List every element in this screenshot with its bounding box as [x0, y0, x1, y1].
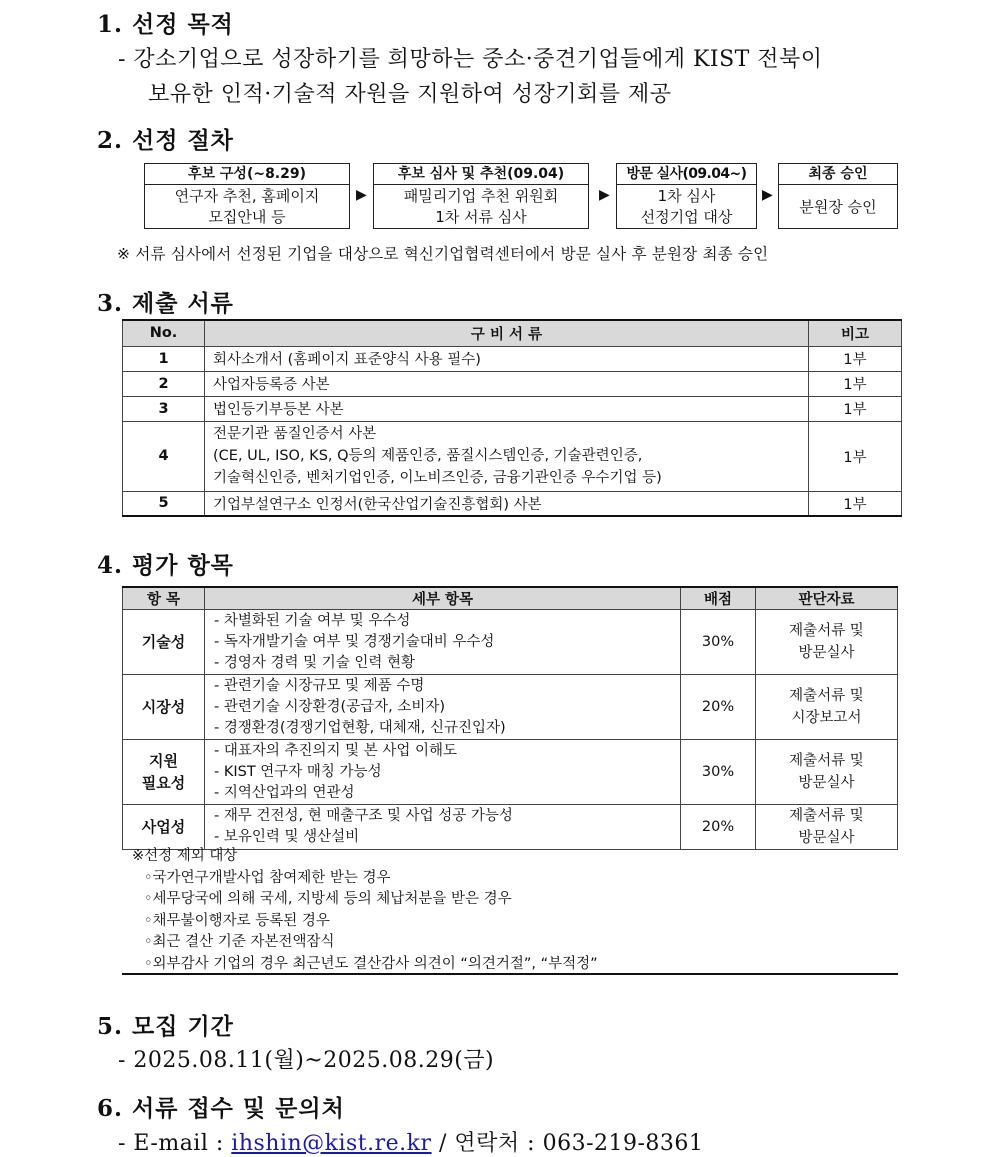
doc-note: 1부: [809, 371, 902, 396]
eval-material-line: 제출서류 및: [789, 808, 864, 824]
exclusion-item: ◦외부감사 기업의 경우 최근년도 결산감사 의견이 “의견거절”, “부적정”: [144, 955, 598, 972]
eval-details: [205, 610, 681, 675]
selection-flow: [144, 163, 898, 229]
eval-material-line: 제출서류 및: [789, 688, 864, 704]
doc-no: 1: [123, 346, 205, 371]
header-note: 비고: [809, 320, 902, 346]
doc-no: 2: [123, 371, 205, 396]
eval-material-line: 시장보고서: [791, 710, 862, 726]
flow-step-body-line: 모집안내 등: [208, 208, 286, 226]
eval-details: [205, 805, 681, 850]
doc-note: 1부: [809, 346, 902, 371]
header-documents: 구 비 서 류: [205, 320, 809, 346]
table-header-row: [123, 320, 902, 346]
section-4-title: 4. 평가 항목: [97, 552, 234, 579]
eval-score: 20%: [681, 805, 756, 850]
table-row: [123, 371, 902, 396]
section-1-title: 1. 선정 목적: [97, 11, 234, 38]
flow-step-title: 후보 심사 및 추천(09.04): [374, 164, 588, 185]
flow-step-body-line: 1차 심사: [657, 187, 716, 205]
exclusion-item: ◦국가연구개발사업 참여제한 받는 경우: [144, 869, 391, 886]
eval-category: [123, 740, 205, 805]
email-link[interactable]: ihshin@kist.re.kr: [231, 1131, 432, 1156]
table-row: [123, 740, 898, 805]
eval-detail-line: - 관련기술 시장규모 및 제품 수명: [214, 677, 425, 694]
eval-material-line: 방문실사: [798, 645, 855, 661]
eval-material: [756, 740, 898, 805]
email-label: - E-mail :: [118, 1131, 232, 1156]
flow-step-body-line: 선정기업 대상: [640, 208, 733, 226]
eval-category: 사업성: [123, 805, 205, 850]
table-row: [123, 805, 898, 850]
section-1-text-line1: - 강소기업으로 성장하기를 희망하는 중소·중견기업들에게 KIST 전북이: [118, 47, 823, 72]
eval-material: [756, 675, 898, 740]
flow-step-body-line: 연구자 추천, 홈페이지: [174, 187, 320, 205]
eval-detail-line: - 지역산업과의 연관성: [214, 784, 355, 801]
doc-name-line: 전문기관 품질인증서 사본: [213, 426, 377, 442]
evaluation-table: [122, 586, 898, 850]
section-2-title: 2. 선정 절차: [97, 127, 234, 154]
doc-name-line: 기술혁신인증, 벤처기업인증, 이노비즈인증, 금융기관인증 우수기업 등): [213, 470, 662, 486]
section-6-title: 6. 서류 접수 및 문의처: [97, 1095, 345, 1122]
header-score: 배점: [681, 587, 756, 610]
eval-detail-line: - 보유인력 및 생산설비: [214, 829, 360, 845]
doc-note: 1부: [809, 491, 902, 516]
flow-note: ※ 서류 심사에서 선정된 기업을 대상으로 혁신기업협력센터에서 방문 실사 후 분원장 최종 승인: [117, 245, 769, 263]
eval-material-line: 제출서류 및: [789, 753, 864, 769]
flow-arrow-icon: ▶: [599, 187, 610, 203]
flow-step-title: 방문 실사(09.04~): [617, 164, 756, 185]
eval-category-line: 필요성: [141, 774, 186, 792]
table-header-row: [123, 587, 898, 610]
table-row: [123, 396, 902, 421]
doc-name-line: (CE, UL, ISO, KS, Q등의 제품인증, 품질시스템인증, 기술관련인증,: [213, 448, 643, 464]
table-row: [123, 610, 898, 675]
header-material: 판단자료: [756, 587, 898, 610]
doc-note: 1부: [809, 421, 902, 491]
flow-step-body-line: 분원장 승인: [799, 197, 877, 216]
flow-step-title: 최종 승인: [779, 164, 897, 185]
table-row: [123, 491, 902, 516]
eval-category-line: 지원: [149, 752, 178, 770]
section-3-title: 3. 제출 서류: [97, 290, 234, 317]
exclusion-list: [122, 846, 898, 975]
eval-material-line: 방문실사: [798, 830, 855, 846]
eval-score: 30%: [681, 610, 756, 675]
eval-material: [756, 805, 898, 850]
flow-step-title: 후보 구성(~8.29): [145, 164, 349, 185]
recruitment-period: - 2025.08.11(월)~2025.08.29(금): [118, 1048, 495, 1073]
doc-no: 3: [123, 396, 205, 421]
flow-step-body-line: 패밀리기업 추천 위원회: [403, 187, 559, 205]
exclusion-title: ※선정 제외 대상: [132, 848, 238, 864]
eval-details: [205, 740, 681, 805]
doc-no: 4: [123, 421, 205, 491]
section-1-text-line2: 보유한 인적·기술적 자원을 지원하여 성장기회를 제공: [148, 82, 672, 107]
contact-phone: / 연락처 : 063-219-8361: [431, 1131, 704, 1156]
eval-detail-line: - 차별화된 기술 여부 및 우수성: [214, 612, 411, 629]
documents-table: [122, 319, 902, 517]
section-5-title: 5. 모집 기간: [97, 1013, 234, 1040]
doc-name: [205, 421, 809, 491]
eval-detail-line: - 재무 건전성, 현 매출구조 및 사업 성공 가능성: [214, 808, 513, 824]
header-category: 항 목: [123, 587, 205, 610]
eval-category: 시장성: [123, 675, 205, 740]
eval-detail-line: - 독자개발기술 여부 및 경쟁기술대비 우수성: [214, 633, 495, 650]
flow-step-body: [145, 185, 349, 229]
eval-detail-line: - 관련기술 시장환경(공급자, 소비자): [214, 698, 446, 715]
flow-step-2: [373, 163, 589, 229]
doc-name: 회사소개서 (홈페이지 표준양식 사용 필수): [205, 346, 809, 371]
flow-arrow-icon: ▶: [762, 187, 773, 203]
doc-no: 5: [123, 491, 205, 516]
eval-material-line: 방문실사: [798, 775, 855, 791]
flow-step-1: [144, 163, 350, 229]
eval-detail-line: - 대표자의 추진의지 및 본 사업 이해도: [214, 742, 457, 759]
doc-name: 기업부설연구소 인정서(한국산업기술진흥협회) 사본: [205, 491, 809, 516]
contact-line: [118, 1126, 703, 1157]
eval-score: 20%: [681, 675, 756, 740]
flow-step-body-line: 1차 서류 심사: [435, 208, 527, 226]
eval-detail-line: - 경영자 경력 및 기술 인력 현황: [214, 654, 415, 671]
flow-step-body: [374, 185, 588, 229]
flow-step-body: [779, 185, 897, 229]
eval-detail-line: - KIST 연구자 매칭 가능성: [214, 763, 382, 780]
header-no: No.: [123, 320, 205, 346]
table-row: [123, 421, 902, 491]
exclusion-item: ◦채무불이행자로 등록된 경우: [144, 912, 330, 929]
flow-step-body: [617, 185, 756, 229]
eval-detail-line: - 경쟁환경(경쟁기업현황, 대체재, 신규진입자): [214, 719, 506, 736]
eval-material: [756, 610, 898, 675]
exclusion-item: ◦세무당국에 의해 국세, 지방세 등의 체납처분을 받은 경우: [144, 891, 512, 907]
flow-step-4: [778, 163, 898, 229]
exclusion-item: ◦최근 결산 기준 자본전액잠식: [144, 934, 335, 950]
header-details: 세부 항목: [205, 587, 681, 610]
eval-category: 기술성: [123, 610, 205, 675]
doc-note: 1부: [809, 396, 902, 421]
doc-name: 사업자등록증 사본: [205, 371, 809, 396]
eval-details: [205, 675, 681, 740]
eval-material-line: 제출서류 및: [789, 623, 864, 639]
table-row: [123, 346, 902, 371]
doc-name: 법인등기부등본 사본: [205, 396, 809, 421]
table-row: [123, 675, 898, 740]
eval-score: 30%: [681, 740, 756, 805]
flow-step-3: [616, 163, 757, 229]
flow-arrow-icon: ▶: [356, 187, 367, 203]
